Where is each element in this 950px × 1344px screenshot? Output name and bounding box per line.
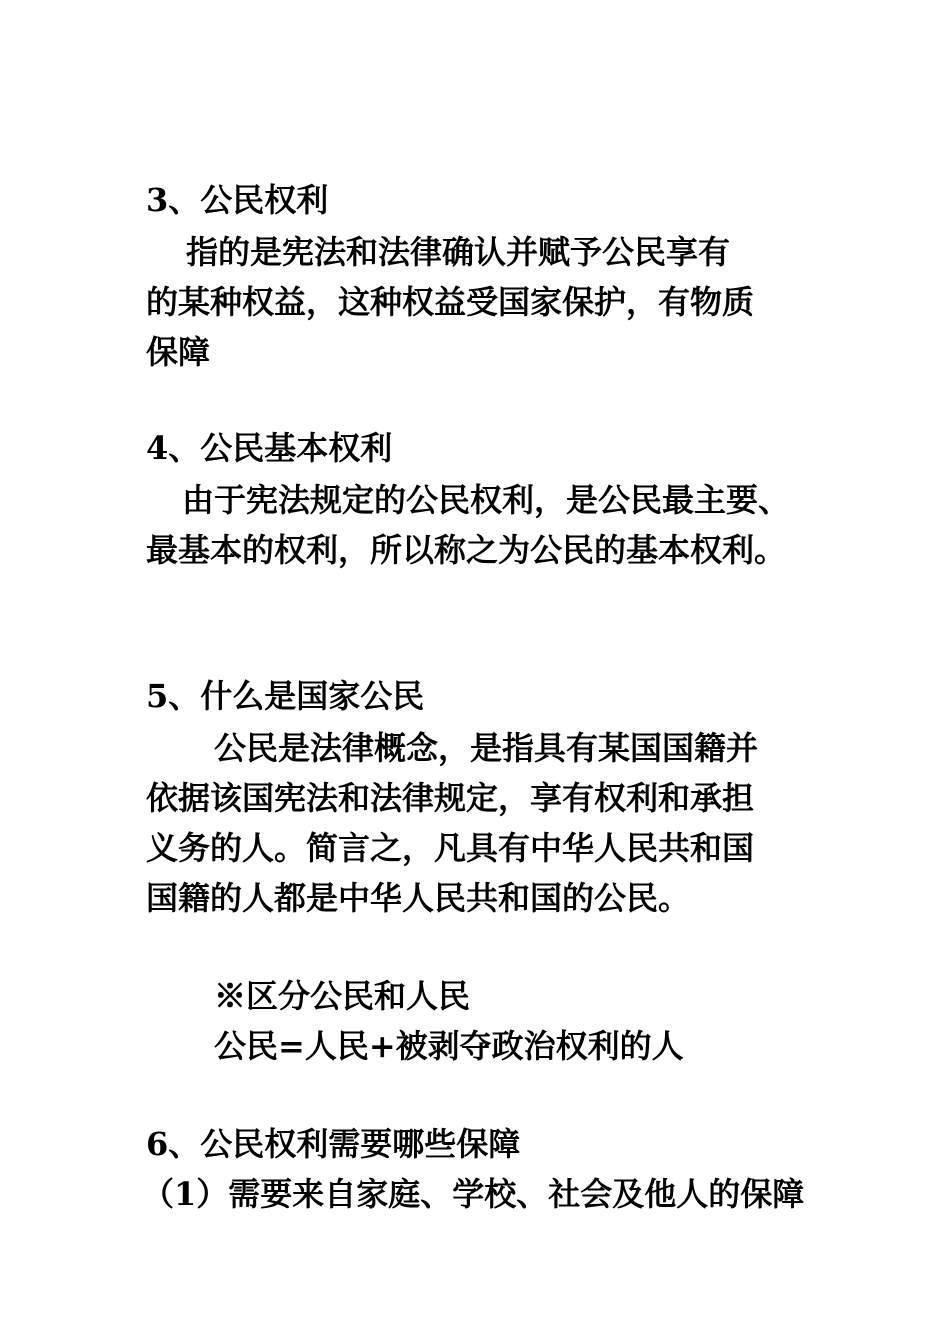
section-4-heading: 4、公民基本权利 [146,429,393,467]
section-5-note-formula: 公民=人民+被剥夺政治权利的人 [214,1027,684,1065]
section-3-body-line-1: 指的是宪法和法律确认并赋予公民享有 [186,233,731,271]
section-5-body-line-1: 公民是法律概念，是指具有某国国籍并 [214,729,759,767]
section-4-body-line-2: 最基本的权利，所以称之为公民的基本权利。 [146,531,787,569]
section-6-body-line-1: （1）需要来自家庭、学校、社会及他人的保障 [142,1175,805,1213]
section-3-body-line-3: 保障 [146,333,211,371]
section-5-body-line-3: 义务的人。简言之，凡具有中华人民共和国 [146,829,755,867]
section-6-heading: 6、公民权利需要哪些保障 [146,1125,521,1163]
section-5-note-title: ※区分公民和人民 [214,977,471,1015]
section-3-body-line-2: 的某种权益，这种权益受国家保护，有物质 [146,283,755,321]
section-5-heading: 5、什么是国家公民 [146,677,425,715]
section-5-body-line-2: 依据该国宪法和法律规定，享有权利和承担 [146,779,755,817]
section-3-heading: 3、公民权利 [146,181,329,219]
section-5-body-line-4: 国籍的人都是中华人民共和国的公民。 [146,879,691,917]
section-4-body-line-1: 由于宪法规定的公民权利，是公民最主要、 [182,481,791,519]
